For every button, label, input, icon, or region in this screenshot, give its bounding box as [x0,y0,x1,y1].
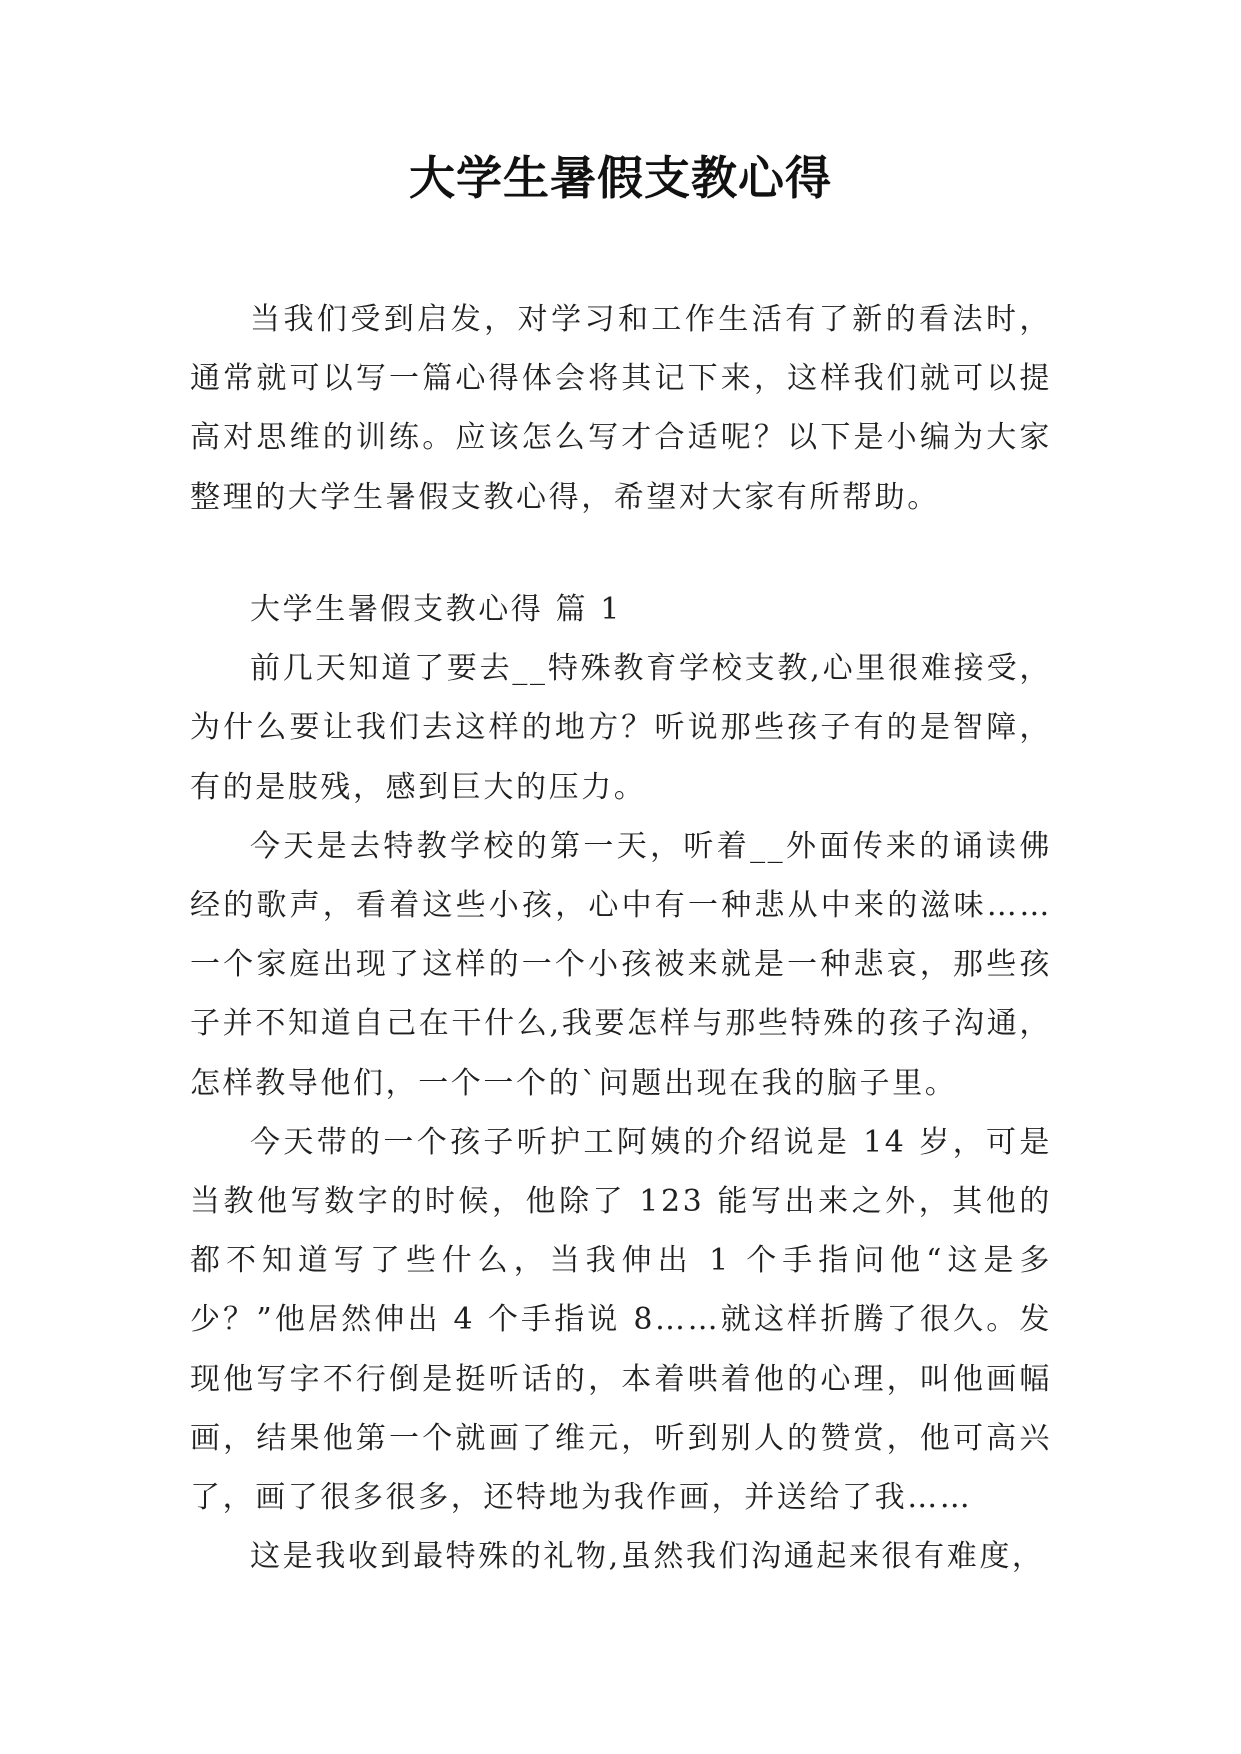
intro-paragraph: 当我们受到启发，对学习和工作生活有了新的看法时，通常就可以写一篇心得体会将其记下来，这样我们就可以提高对思维的训练。应该怎么写才合适呢？以下是小编为大家整理的大学生暑假支教心得，希望对大家有所帮助。 [190,302,1052,515]
body-paragraph-2: 今天是去特教学校的第一天，听着__外面传来的诵读佛经的歌声，看着这些小孩，心中有一种悲从中来的滋味……一个家庭出现了这样的一个小孩被来就是一种悲哀，那些孩子并不知道自己在干什么,我要怎样与那些特殊的孩子沟通，怎样教导他们，一个一个的`问题出现在我的脑子里。 [190,828,1052,1101]
body-paragraph-4: 这是我收到最特殊的礼物,虽然我们沟通起来很有难度， [250,1539,1045,1575]
body-paragraph-1: 前几天知道了要去__特殊教育学校支教,心里很难接受，为什么要让我们去这样的地方？听说那些孩子有的是智障，有的是肢残，感到巨大的压力。 [190,651,1052,805]
intro-block [190,290,1052,527]
section-heading: 大学生暑假支教心得 篇 1 [250,592,622,627]
body-paragraph-3: 今天带的一个孩子听护工阿姨的介绍说是 14 岁，可是当教他写数字的时候，他除了 123 能写出来之外，其他的都不知道写了些什么，当我伸出 1 个手指问他“这是多少？”他居然伸出 4 个手指说 8……就这样折腾了很久。发现他写字不行倒是挺听话的，本着哄着他的心理，叫他画幅画，结果他第一个就画了维元，听到别人的赞赏，他可高兴了，画了很多很多，还特地为我作画，并送给了我…… [190,1124,1052,1516]
document-title: 大学生暑假支教心得 [409,151,832,205]
section-block [190,580,1052,1586]
